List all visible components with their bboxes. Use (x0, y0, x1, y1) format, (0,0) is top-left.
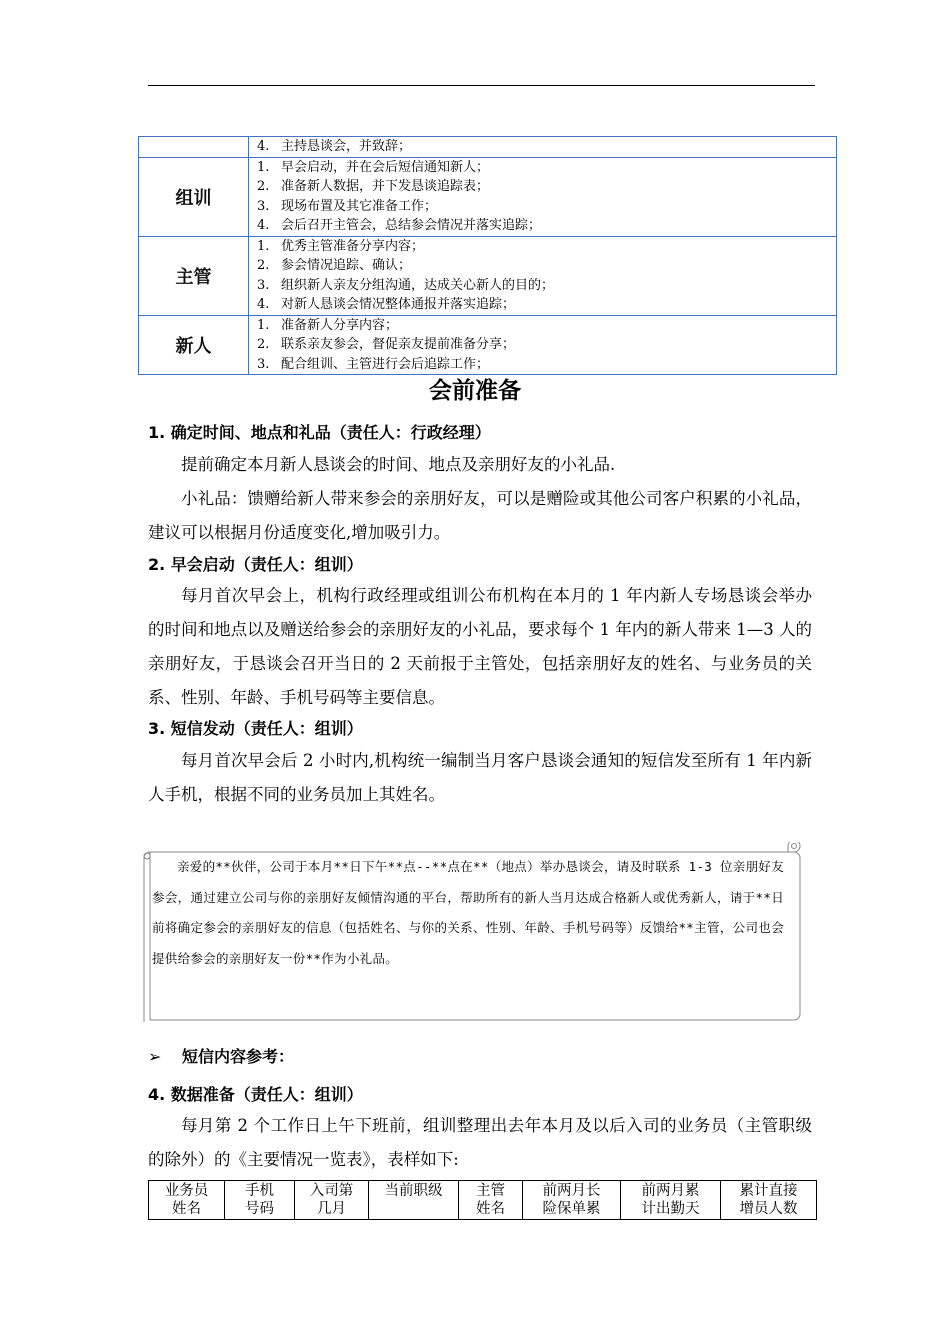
table-row (139, 157, 837, 236)
list-item: 1. 准备新人分享内容； (257, 317, 399, 333)
section-heading-2: 2. 早会启动（责任人：组训） (148, 555, 363, 574)
paragraph: 每月第 2 个工作日上午下班前，组训整理出去年本月及以后入司的业务员（主管职级的除外）的《主要情况一览表》，表样如下: (148, 1116, 812, 1169)
list-item: 2. 准备新人数据，并下发恳谈追踪表； (257, 179, 490, 194)
list-item: 2. 联系亲友参会，督促亲友提前准备分享； (257, 337, 516, 352)
list-item: 4. 主持恳谈会，并致辞； (257, 139, 412, 154)
table-row (139, 236, 837, 315)
column-header: 前两月长 险保单累 (523, 1181, 621, 1220)
list-item: 3. 组织新人亲友分组沟通，达成关心新人的目的； (257, 277, 555, 293)
section-heading-1: 1. 确定时间、地点和礼品（责任人：行政经理） (148, 423, 491, 442)
list-item: 4. 会后召开主管会，总结参会情况并落实追踪； (257, 218, 542, 233)
sms-reference-heading: ➢ 短信内容参考： (148, 1045, 294, 1069)
table-header-row (149, 1181, 817, 1220)
role-cell: 组训 (139, 157, 249, 236)
responsibility-table (138, 136, 837, 375)
info-summary-table (148, 1180, 817, 1220)
column-header: 手机 号码 (225, 1181, 295, 1220)
table-row (139, 137, 837, 158)
section-heading-3: 3. 短信发动（责任人：组训） (148, 719, 363, 738)
list-item: 4. 对新人恳谈会情况整体通报并落实追踪； (257, 297, 516, 312)
arrow-bullet-icon: ➢ (148, 1047, 162, 1066)
column-header: 入司第 几月 (295, 1181, 369, 1220)
column-header: 累计直接 增员人数 (721, 1181, 817, 1220)
role-cell: 新人 (139, 315, 249, 375)
page-header-rule (148, 85, 815, 86)
column-header: 主管 姓名 (459, 1181, 523, 1220)
section-title: 会前准备 (429, 378, 521, 404)
sms-template-text: 亲爱的**伙伴，公司于本月**日下午**点--**点在**（地点）举办恳谈会，请及时联系 1-3 位亲朋好友参会，通过建立公司与你的亲朋好友倾情沟通的平台，帮助所有的新人当月达成合格新人或优秀新人，请于**日前将确定参会的亲朋好友的信息（包括姓名、与你的关系、性别、年龄、手机号码等）反馈给**主管，公司也会提供给参会的亲朋好友一份**作为小礼品。 (152, 859, 784, 966)
role-cell: 主管 (139, 236, 249, 315)
column-header: 前两月累 计出勤天 (621, 1181, 721, 1220)
paragraph: 每月首次早会后 2 小时内,机构统一编制当月客户恳谈会通知的短信发至所有 1 年内新人手机，根据不同的业务员加上其姓名。 (148, 751, 812, 804)
list-item: 3. 现场布置及其它准备工作； (257, 198, 438, 214)
paragraph: 提前确定本月新人恳谈会的时间、地点及亲朋好友的小礼品. (181, 455, 616, 474)
list-item: 3. 配合组训、主管进行会后追踪工作； (257, 356, 490, 372)
duty-cell (249, 157, 837, 236)
paragraph: 每月首次早会上，机构行政经理或组训公布机构在本月的 1 年内新人专场恳谈会举办的时间和地点以及赠送给参会的亲朋好友的小礼品，要求每个 1 年内的新人带来 1—3 人的亲朋好友，于恳谈会召开当日的 2 天前报于主管处，包括亲朋好友的姓名、与业务员的关系、性别、年龄、手机号码等主要信息。 (148, 586, 812, 707)
duty-cell (249, 137, 837, 158)
duty-cell (249, 236, 837, 315)
section-heading-4: 4. 数据准备（责任人：组训） (148, 1085, 363, 1104)
sms-scroll-box (138, 842, 802, 1022)
list-item: 1. 优秀主管准备分享内容； (257, 238, 425, 254)
paragraph: 小礼品：馈赠给新人带来参会的亲朋好友，可以是赠险或其他公司客户积累的小礼品，建议可以根据月份适度变化,增加吸引力。 (148, 489, 812, 542)
table-row (139, 315, 837, 375)
role-cell (139, 137, 249, 158)
list-item: 1. 早会启动，并在会后短信通知新人； (257, 159, 490, 175)
duty-cell (249, 315, 837, 375)
column-header: 业务员 姓名 (149, 1181, 225, 1220)
column-header: 当前职级 (369, 1181, 459, 1220)
list-item: 2. 参会情况追踪、确认； (257, 258, 412, 273)
